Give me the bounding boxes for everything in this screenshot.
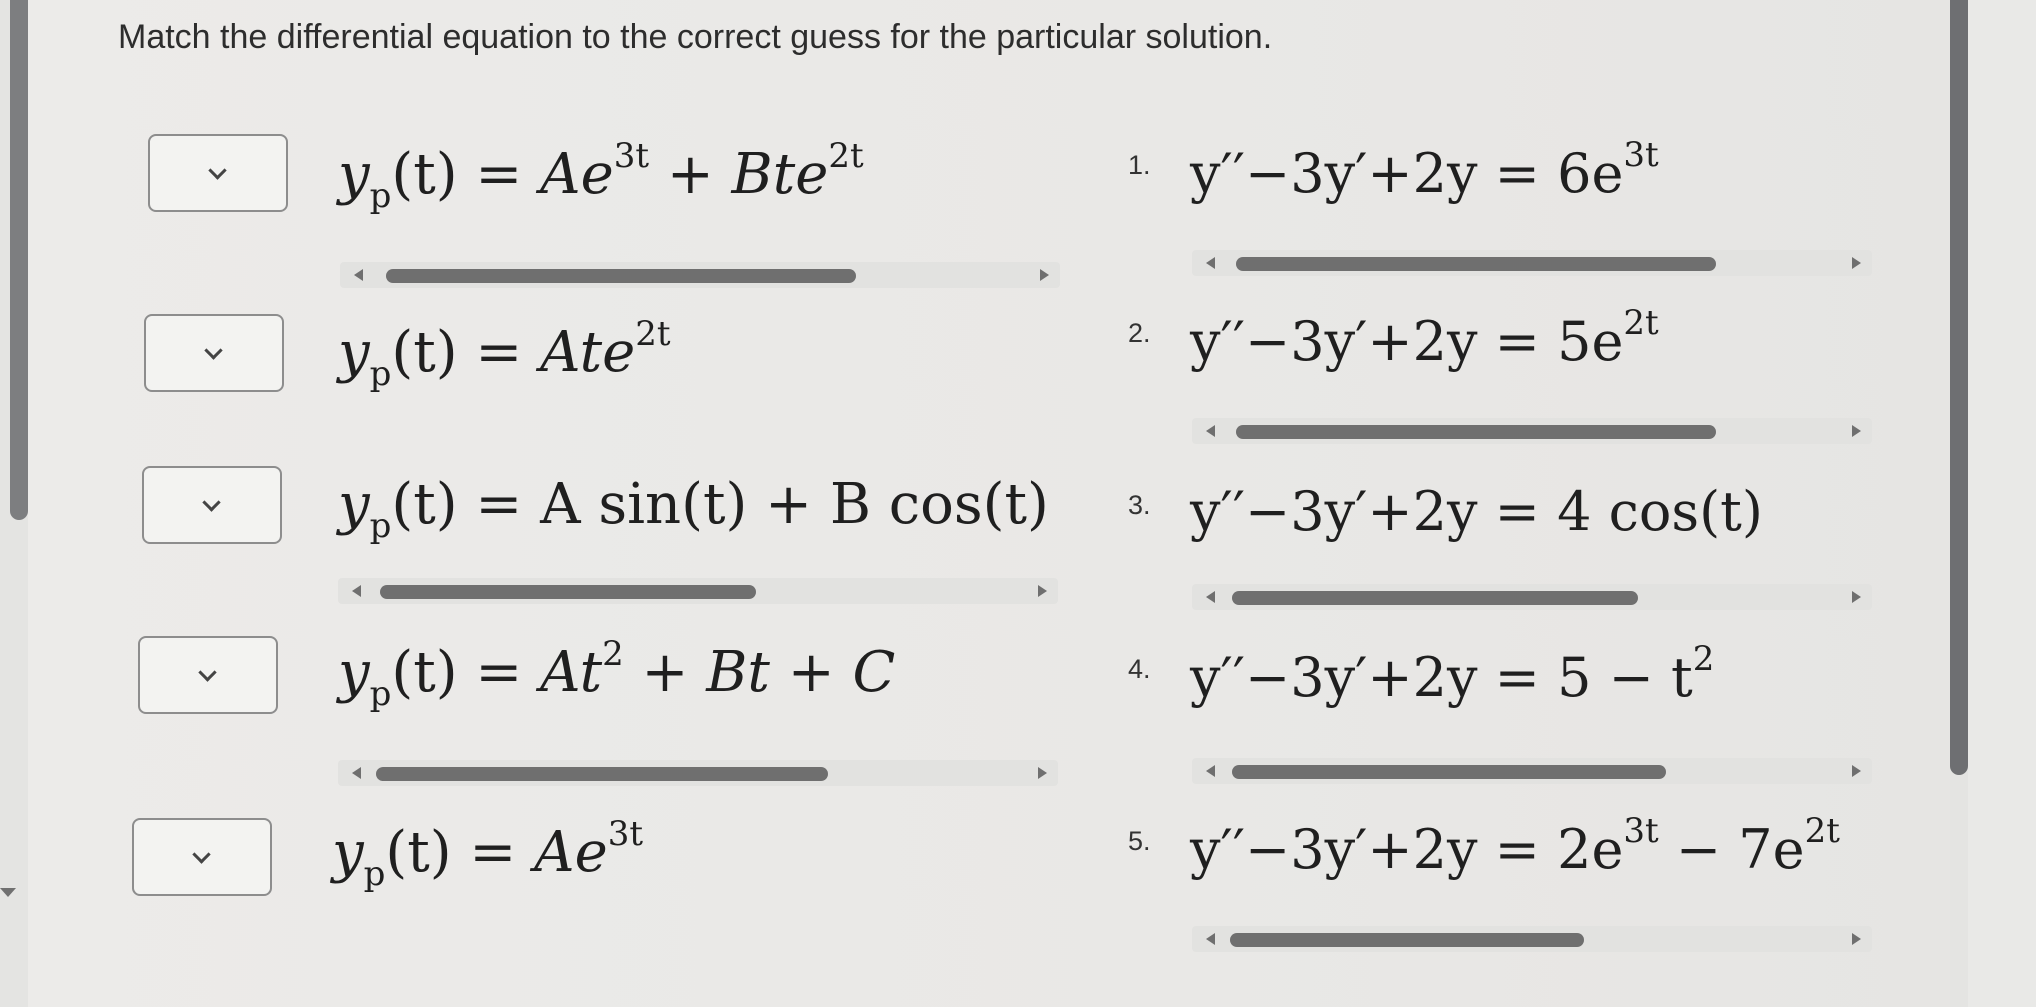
equation-1-scrollbar[interactable] [1192, 250, 1872, 276]
page-margin [1968, 0, 2036, 1007]
scroll-thumb[interactable] [380, 585, 756, 599]
page-scrollbar[interactable] [1950, 0, 1968, 775]
chevron-down-icon [192, 845, 210, 863]
equation-number-2: 2. [1128, 318, 1151, 348]
scroll-right-icon[interactable] [1852, 591, 1861, 603]
scroll-thumb[interactable] [1236, 425, 1716, 439]
scroll-thumb[interactable] [386, 269, 856, 283]
equation-5: $y''-3y'+2y = 2e^{3t} - 7e^{2t}$ [1190, 811, 1840, 881]
left-scrollbar[interactable] [10, 0, 28, 520]
match-dropdown-4[interactable] [138, 636, 278, 714]
guess-3-scrollbar[interactable] [338, 578, 1058, 604]
scroll-left-icon[interactable] [352, 767, 361, 779]
match-dropdown-2[interactable] [144, 314, 284, 392]
guess-1-scrollbar[interactable] [340, 262, 1060, 288]
scroll-right-icon[interactable] [1040, 269, 1049, 281]
caret-down-icon [0, 888, 16, 897]
scroll-thumb[interactable] [376, 767, 828, 781]
guess-2: $y_p(t) = Ate^{2t}$ [338, 314, 671, 394]
equation-number-1: 1. [1128, 150, 1151, 180]
match-dropdown-3[interactable] [142, 466, 282, 544]
question-instruction: Match the differential equation to the correct guess for the particular solution. [118, 18, 1273, 56]
scroll-left-icon[interactable] [1206, 765, 1215, 777]
scroll-left-icon[interactable] [352, 585, 361, 597]
equation-3: y′′−3y′+2y = 4 cos(t) [1190, 480, 1763, 543]
equation-number-3: 3. [1128, 490, 1151, 520]
match-dropdown-5[interactable] [132, 818, 272, 896]
scroll-left-icon[interactable] [1206, 257, 1215, 269]
guess-4-scrollbar[interactable] [338, 760, 1058, 786]
equation-5-scrollbar[interactable] [1192, 926, 1872, 952]
scroll-thumb[interactable] [1230, 933, 1584, 947]
scroll-left-icon[interactable] [354, 269, 363, 281]
scroll-right-icon[interactable] [1038, 767, 1047, 779]
scroll-right-icon[interactable] [1038, 585, 1047, 597]
equation-2-scrollbar[interactable] [1192, 418, 1872, 444]
scroll-left-icon[interactable] [1206, 425, 1215, 437]
guess-5: $y_p(t) = Ae^{3t}$ [332, 814, 644, 894]
scroll-right-icon[interactable] [1852, 765, 1861, 777]
equation-4-scrollbar[interactable] [1192, 758, 1872, 784]
match-dropdown-1[interactable] [148, 134, 288, 212]
scroll-right-icon[interactable] [1852, 425, 1861, 437]
equation-number-4: 4. [1128, 654, 1151, 684]
scroll-right-icon[interactable] [1852, 257, 1861, 269]
guess-1: $y_p(t) = Ae^{3t} + Bte^{2t}$ [338, 136, 864, 216]
scroll-left-icon[interactable] [1206, 591, 1215, 603]
equation-4: $y''-3y'+2y = 5 - t^2$ [1190, 639, 1715, 709]
guess-4: $y_p(t) = At^2 + Bt + C$ [338, 634, 896, 714]
equation-2: $y''-3y'+2y = 5e^{2t}$ [1190, 303, 1659, 373]
chevron-down-icon [208, 161, 226, 179]
scroll-thumb[interactable] [1232, 765, 1666, 779]
scroll-left-icon[interactable] [1206, 933, 1215, 945]
equation-number-5: 5. [1128, 826, 1151, 856]
scroll-thumb[interactable] [1232, 591, 1638, 605]
scroll-right-icon[interactable] [1852, 933, 1861, 945]
guess-3: $y_p(t) = A$ sin(t) + B cos(t) [338, 472, 1049, 546]
scroll-thumb[interactable] [1236, 257, 1716, 271]
chevron-down-icon [198, 663, 216, 681]
equation-3-scrollbar[interactable] [1192, 584, 1872, 610]
chevron-down-icon [204, 341, 222, 359]
equation-1: $y''-3y'+2y = 6e^{3t}$ [1190, 135, 1659, 205]
chevron-down-icon [202, 493, 220, 511]
